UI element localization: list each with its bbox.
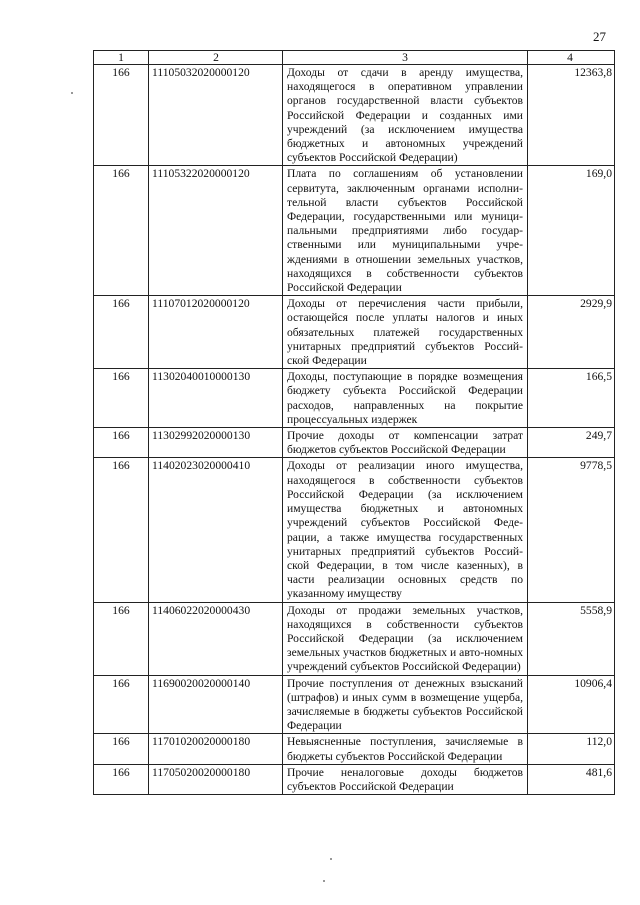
admin-code-cell: 166 xyxy=(94,65,149,166)
table-row xyxy=(94,166,615,296)
scan-speck xyxy=(71,92,73,94)
amount-cell: 2929,9 xyxy=(528,296,615,369)
revenue-table-container xyxy=(93,50,615,795)
admin-code-cell: 166 xyxy=(94,602,149,675)
description-cell: Доходы от реализации иного имущества, находящегося в собственности субъектов Российской Федерации (за исключением имущества бюджетных и автономных учреждений субъектов Российской Феде-рации, а также имущества государственных унитарных предприятий субъектов Россий-ской Федерации, в том числе казенных), в части реализации основных средств по указанному имуществу xyxy=(283,458,528,602)
header-col-2: 2 xyxy=(149,51,283,65)
table-row xyxy=(94,734,615,764)
budget-code-cell: 11302040010000130 xyxy=(149,369,283,428)
budget-code-cell: 11406022020000430 xyxy=(149,602,283,675)
description-cell: Доходы, поступающие в порядке возмещения бюджету субъекта Российской Федерации расходов, направленных на покрытие процессуальных издержек xyxy=(283,369,528,428)
table-row xyxy=(94,458,615,602)
amount-cell: 9778,5 xyxy=(528,458,615,602)
amount-cell: 249,7 xyxy=(528,428,615,458)
budget-code-cell: 11302992020000130 xyxy=(149,428,283,458)
description-cell: Доходы от сдачи в аренду имущества, находящегося в оперативном управлении органов государственной власти субъектов Российской Федерации и созданных ими учреждений (за исключением имущества бюджетных и автономных учреждений субъектов Российской Федерации) xyxy=(283,65,528,166)
header-col-4: 4 xyxy=(528,51,615,65)
header-row xyxy=(94,51,615,65)
admin-code-cell: 166 xyxy=(94,166,149,296)
budget-code-cell: 11105322020000120 xyxy=(149,166,283,296)
table-row xyxy=(94,428,615,458)
description-cell: Невыясненные поступления, зачисляемые в бюджеты субъектов Российской Федерации xyxy=(283,734,528,764)
budget-code-cell: 11690020020000140 xyxy=(149,675,283,734)
table-row xyxy=(94,602,615,675)
table-row xyxy=(94,65,615,166)
table-row xyxy=(94,296,615,369)
scan-speck xyxy=(330,858,332,860)
budget-code-cell: 11701020020000180 xyxy=(149,734,283,764)
table-row xyxy=(94,369,615,428)
amount-cell: 481,6 xyxy=(528,764,615,794)
amount-cell: 5558,9 xyxy=(528,602,615,675)
amount-cell: 10906,4 xyxy=(528,675,615,734)
budget-code-cell: 11705020020000180 xyxy=(149,764,283,794)
budget-code-cell: 11107012020000120 xyxy=(149,296,283,369)
description-cell: Плата по соглашениям об установлении сервитута, заключенным органами исполни-тельной власти субъектов Российской Федерации, государственными или муници-пальными предприятиями либо государ-ственными или муниципальными учре-ждениями в отношении земельных участков, находящихся в собственности субъектов Российской Федерации xyxy=(283,166,528,296)
amount-cell: 169,0 xyxy=(528,166,615,296)
page-number: 27 xyxy=(593,29,606,44)
description-cell: Прочие неналоговые доходы бюджетов субъектов Российской Федерации xyxy=(283,764,528,794)
description-cell: Доходы от продажи земельных участков, находящихся в собственности субъектов Российской Федерации (за исключением земельных участков бюджетных и авто-номных учреждений субъектов Российской Федерации) xyxy=(283,602,528,675)
admin-code-cell: 166 xyxy=(94,458,149,602)
revenue-table xyxy=(93,50,615,795)
header-col-3: 3 xyxy=(283,51,528,65)
table-row xyxy=(94,675,615,734)
description-cell: Прочие поступления от денежных взысканий (штрафов) и иных сумм в возмещение ущерба, зачисляемые в бюджеты субъектов Российской Федерации xyxy=(283,675,528,734)
amount-cell: 112,0 xyxy=(528,734,615,764)
table-row xyxy=(94,764,615,794)
amount-cell: 166,5 xyxy=(528,369,615,428)
admin-code-cell: 166 xyxy=(94,296,149,369)
amount-cell: 12363,8 xyxy=(528,65,615,166)
header-col-1: 1 xyxy=(94,51,149,65)
description-cell: Прочие доходы от компенсации затрат бюджетов субъектов Российской Федерации xyxy=(283,428,528,458)
description-cell: Доходы от перечисления части прибыли, остающейся после уплаты налогов и иных обязательных платежей государственных унитарных предприятий субъектов Россий-ской Федерации xyxy=(283,296,528,369)
budget-code-cell: 11105032020000120 xyxy=(149,65,283,166)
admin-code-cell: 166 xyxy=(94,428,149,458)
admin-code-cell: 166 xyxy=(94,675,149,734)
budget-code-cell: 11402023020000410 xyxy=(149,458,283,602)
admin-code-cell: 166 xyxy=(94,369,149,428)
admin-code-cell: 166 xyxy=(94,764,149,794)
scan-speck xyxy=(323,880,325,882)
admin-code-cell: 166 xyxy=(94,734,149,764)
